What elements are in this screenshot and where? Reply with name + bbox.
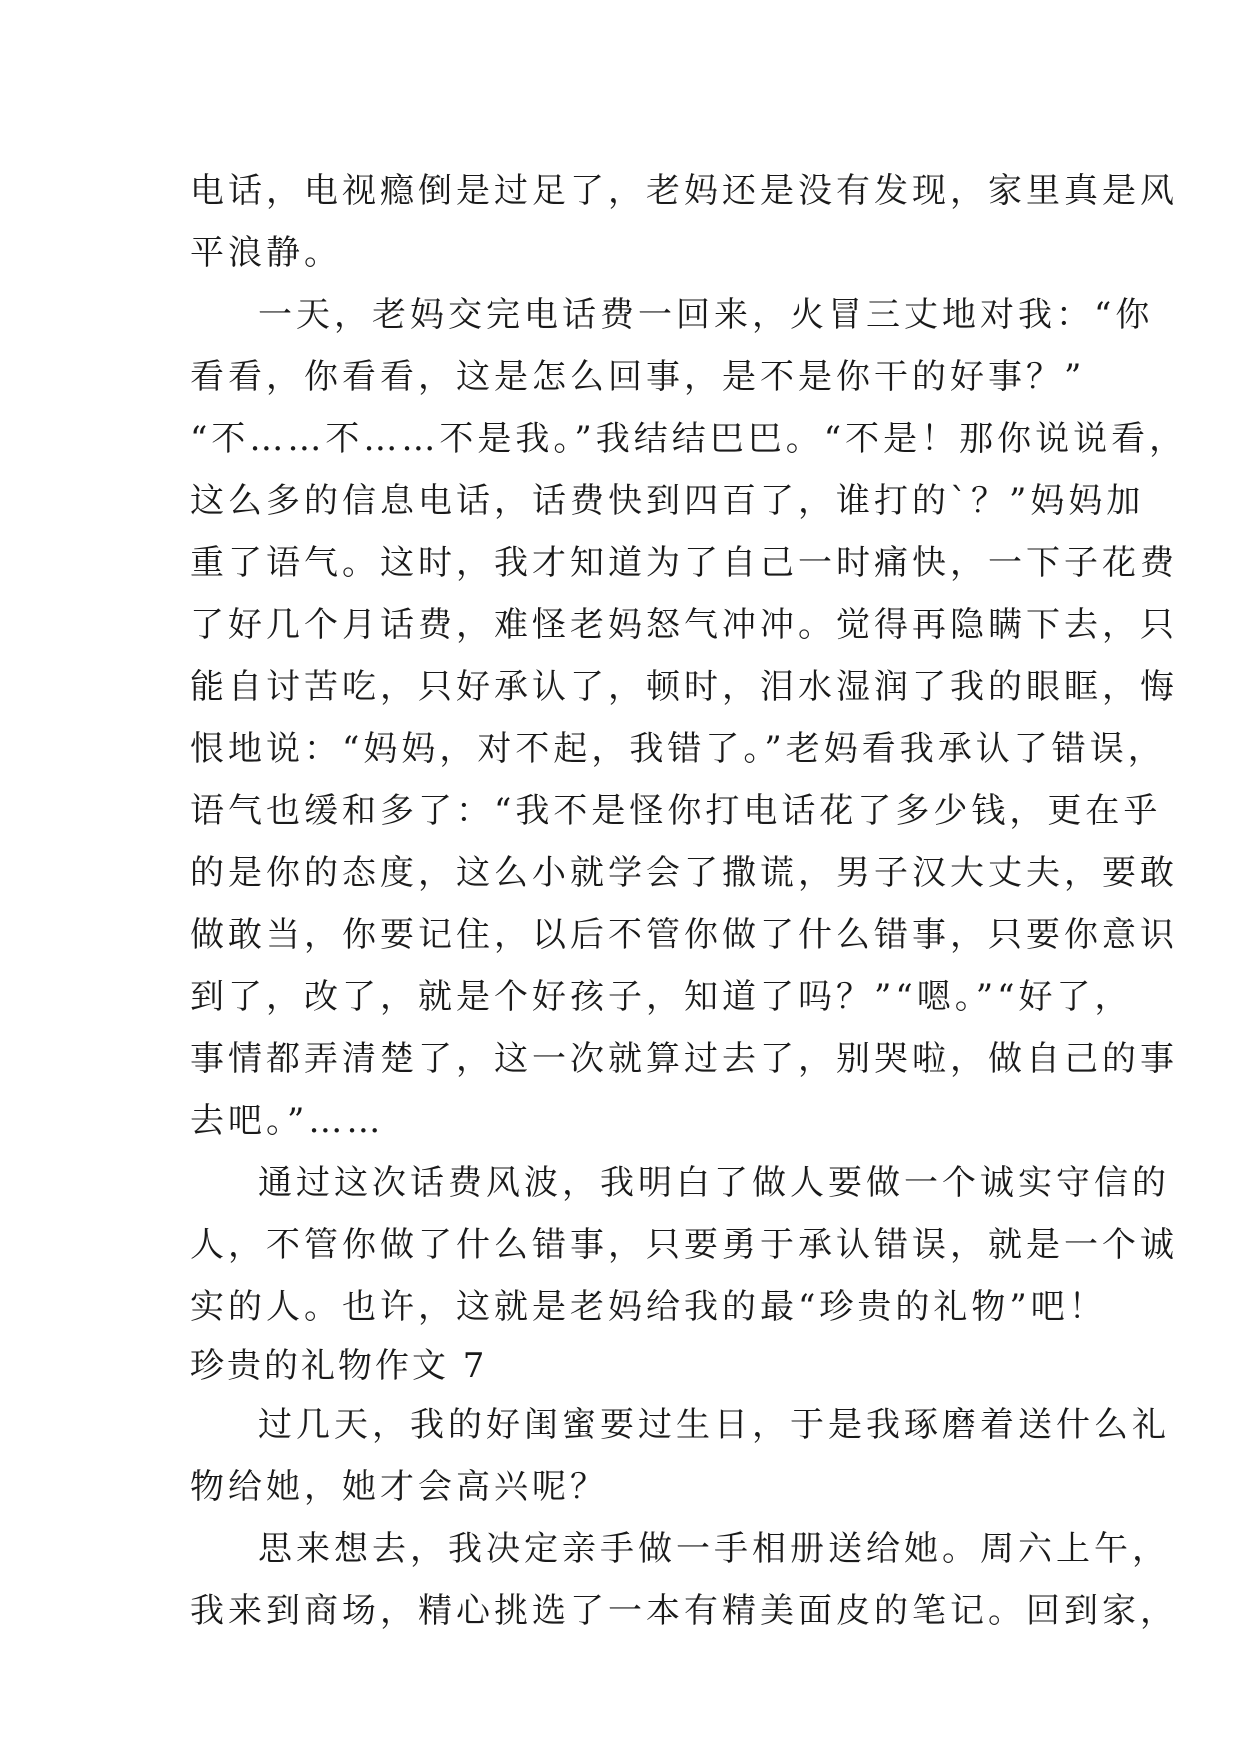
text-line: 这么多的信息电话，话费快到四百了，谁打的`？”妈妈加	[190, 481, 1145, 521]
text-line: 恨地说：“妈妈，对不起，我错了。”老妈看我承认了错误，	[190, 729, 1166, 769]
text-line: 了好几个月话费，难怪老妈怒气冲冲。觉得再隐瞒下去，只	[190, 605, 1178, 645]
text-line: 的是你的态度，这么小就学会了撒谎，男子汉大丈夫，要敢	[190, 853, 1178, 893]
text-line: 到了，改了，就是个好孩子，知道了吗？”“嗯。”“好了，	[190, 977, 1133, 1017]
text-line: 语气也缓和多了：“我不是怪你打电话花了多少钱，更在乎	[190, 791, 1162, 831]
text-line: 过几天，我的好闺蜜要过生日，于是我琢磨着送什么礼	[258, 1405, 1170, 1445]
text-line: 电话，电视瘾倒是过足了，老妈还是没有发现，家里真是风	[190, 171, 1178, 211]
text-line: 人，不管你做了什么错事，只要勇于承认错误，就是一个诚	[190, 1225, 1178, 1265]
text-line: 事情都弄清楚了，这一次就算过去了，别哭啦，做自己的事	[190, 1039, 1178, 1079]
text-line: “不……不……不是我。”我结结巴巴。“不是！那你说说看，	[190, 419, 1188, 459]
section-heading: 珍贵的礼物作文 7	[190, 1346, 488, 1386]
text-line: 看看，你看看，这是怎么回事，是不是你干的好事？”	[190, 357, 1086, 397]
text-line: 能自讨苦吃，只好承认了，顿时，泪水湿润了我的眼眶，悔	[190, 667, 1178, 707]
text-line: 思来想去，我决定亲手做一手相册送给她。周六上午，	[258, 1529, 1170, 1569]
text-line: 实的人。也许，这就是老妈给我的最“珍贵的礼物”吧！	[190, 1287, 1107, 1327]
text-line: 一天，老妈交完电话费一回来，火冒三丈地对我：“你	[258, 295, 1154, 335]
text-line: 重了语气。这时，我才知道为了自己一时痛快，一下子花费	[190, 543, 1178, 583]
text-line: 去吧。”……	[190, 1101, 385, 1141]
text-line: 做敢当，你要记住，以后不管你做了什么错事，只要你意识	[190, 915, 1178, 955]
text-line: 我来到商场，精心挑选了一本有精美面皮的笔记。回到家，	[190, 1591, 1178, 1631]
document-body	[190, 160, 1188, 1642]
text-line: 通过这次话费风波，我明白了做人要做一个诚实守信的	[258, 1163, 1170, 1203]
text-line: 物给她，她才会高兴呢？	[190, 1467, 608, 1507]
text-line: 平浪静。	[190, 233, 342, 273]
